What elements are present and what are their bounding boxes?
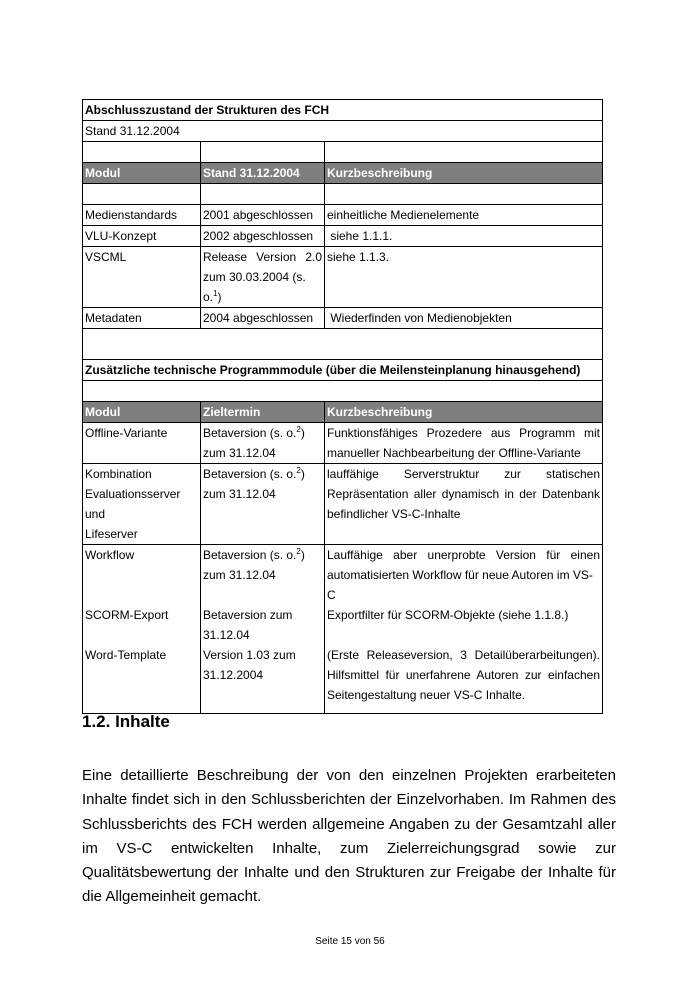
header2-kurzbeschreibung: Kurzbeschreibung — [325, 402, 603, 423]
section-paragraph: Eine detaillierte Beschreibung der von den einzelnen Projekten erarbeiteten Inhalte findet sich in den Schlussberichten der Einzelvorhaben. Im Rahmen des Schlussberichts des FCH werden allgemeine Angaben zu der Gesamtzahl aller im VS-C entwickelten Inhalte, zum Zielerreichungsgrad sowie zur Qualitätsbewertung der Inhalte und den Strukturen zur Freigabe der Inhalte für die Allgemeinheit gemacht. — [82, 767, 616, 906]
table-row: Metadaten 2004 abgeschlossen Wiederfinden von Medienobjekten — [83, 308, 603, 329]
table-row: Offline-Variante Betaversion (s. o.$^2$) zum 31.12.04 Funktionsfähiges Prozedere aus Programm mit manueller Nachbearbeitung der Offline-Variante — [83, 423, 603, 464]
page-footer: Seite 15 von 56 — [315, 936, 385, 947]
table-row: Medienstandards 2001 abgeschlossen einheitliche Medienelemente — [83, 205, 603, 226]
header-modul: Modul — [83, 163, 201, 184]
table-stand: Stand 31.12.2004 — [83, 121, 603, 142]
table-row: Workflow Betaversion (s. o.$^2$) zum 31.12.04 Lauffähige aber unerprobte Version für einen automatisierten Workflow für neue Autoren im VS-C — [83, 545, 603, 606]
table-row: VSCML Release Version 2.0 zum 30.03.2004 (s. o.$^1$) siehe 1.1.3. — [83, 247, 603, 308]
table-row: Word-Template Version 1.03 zum 31.12.2004 (Erste Releaseversion, 3 Detailüberarbeitungen). Hilfsmittel für unerfahrene Autoren zur einfachen Seitengestaltung neuer VS-C Inhalte. — [83, 645, 603, 714]
header2-zieltermin: Zieltermin — [201, 402, 325, 423]
table-title: Abschlusszustand der Strukturen des FCH — [83, 100, 603, 121]
section2-title: Zusätzliche technische Programmmodule (über die Meilensteinplanung hinausgehend) — [83, 360, 603, 381]
header-stand: Stand 31.12.2004 — [201, 163, 325, 184]
table-header-row — [83, 163, 603, 184]
table-row: Kombination Evaluationsserver und Lifeserver Betaversion (s. o.$^2$) zum 31.12.04 lauffähige Serverstruktur zur statischen Repräsentation aller dynamisch in der Datenbank befindlicher VS-C-Inhalte — [83, 464, 603, 545]
structures-table — [82, 99, 603, 714]
table-header-row-2 — [83, 402, 603, 423]
header-kurzbeschreibung: Kurzbeschreibung — [325, 163, 603, 184]
table-row: VLU-Konzept 2002 abgeschlossen siehe 1.1.1. — [83, 226, 603, 247]
table-row: SCORM-Export Betaversion zum 31.12.04 Exportfilter für SCORM-Objekte (siehe 1.1.8.) — [83, 605, 603, 645]
header2-modul: Modul — [83, 402, 201, 423]
section-heading: 1.2. Inhalte — [82, 712, 170, 731]
